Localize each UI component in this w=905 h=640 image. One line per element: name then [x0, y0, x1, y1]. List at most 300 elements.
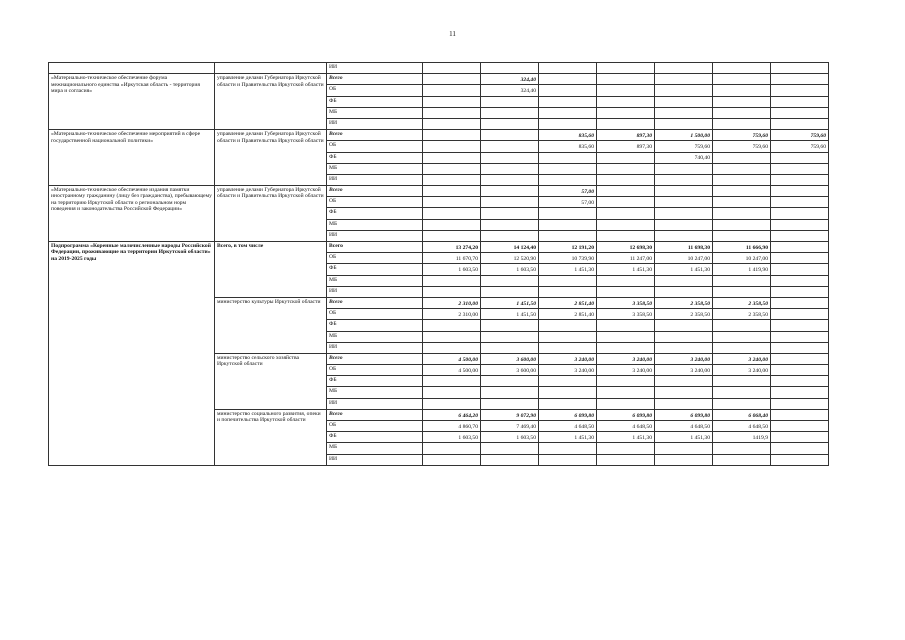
- value-cell: [655, 163, 713, 174]
- value-cell: [423, 96, 481, 107]
- source-cell: Всего: [327, 242, 423, 253]
- value-cell: 4 648,50: [539, 421, 597, 432]
- source-cell: ИИ: [327, 174, 423, 185]
- value-cell: [597, 331, 655, 342]
- value-cell: [423, 63, 481, 74]
- source-cell: Всего: [327, 130, 423, 141]
- value-cell: [597, 376, 655, 387]
- value-cell: 13 274,20: [423, 242, 481, 253]
- value-cell: [713, 219, 771, 230]
- value-cell: [771, 365, 829, 376]
- value-cell: 2 358,50: [713, 297, 771, 308]
- value-cell: [655, 275, 713, 286]
- value-cell: [539, 163, 597, 174]
- value-cell: [655, 208, 713, 219]
- value-cell: 759,60: [771, 130, 829, 141]
- value-cell: 4 500,00: [423, 353, 481, 364]
- value-cell: 11 670,70: [423, 253, 481, 264]
- source-cell: Всего: [327, 353, 423, 364]
- value-cell: [597, 96, 655, 107]
- value-cell: [481, 63, 539, 74]
- value-cell: [771, 242, 829, 253]
- value-cell: [655, 387, 713, 398]
- value-cell: [481, 107, 539, 118]
- value-cell: [771, 63, 829, 74]
- value-cell: 3 358,50: [597, 297, 655, 308]
- executor-cell: министерство социального развития, опеки и попечительства Иркутской области: [215, 409, 327, 465]
- value-cell: [655, 118, 713, 129]
- measure-name-cell: «Материально-техническое обеспечение издания памятки иностранному гражданину (лицу без гражданства), пребывающему на территорию Иркутской области о региональном ноpм поведения и законодательства Российской Федерации»: [49, 186, 215, 242]
- value-cell: 759,60: [655, 141, 713, 152]
- value-cell: [539, 174, 597, 185]
- source-cell: ФБ: [327, 376, 423, 387]
- value-cell: 4 648,50: [655, 421, 713, 432]
- value-cell: [481, 219, 539, 230]
- value-cell: 835,60: [539, 130, 597, 141]
- value-cell: [481, 454, 539, 465]
- value-cell: [597, 275, 655, 286]
- value-cell: [713, 342, 771, 353]
- value-cell: [539, 275, 597, 286]
- value-cell: [481, 342, 539, 353]
- value-cell: [481, 275, 539, 286]
- source-cell: МБ: [327, 387, 423, 398]
- value-cell: 759,60: [771, 141, 829, 152]
- value-cell: 2 851,40: [539, 297, 597, 308]
- value-cell: [539, 387, 597, 398]
- table-row: [49, 130, 829, 141]
- table-row: [49, 242, 829, 253]
- measure-name-cell: Подпрограмма «Коренные малочисленные народы Российской Федерации, проживающие на территории Иркутской области» на 2019-2025 годы: [49, 242, 215, 466]
- value-cell: 57,00: [539, 186, 597, 197]
- value-cell: [423, 398, 481, 409]
- value-cell: [771, 163, 829, 174]
- value-cell: [771, 253, 829, 264]
- source-cell: ФБ: [327, 96, 423, 107]
- value-cell: 2 358,50: [713, 309, 771, 320]
- value-cell: [771, 421, 829, 432]
- value-cell: [481, 163, 539, 174]
- value-cell: [713, 107, 771, 118]
- table-row: [49, 74, 829, 85]
- value-cell: [655, 85, 713, 96]
- source-cell: Всего: [327, 186, 423, 197]
- value-cell: [771, 74, 829, 85]
- value-cell: [597, 387, 655, 398]
- value-cell: 57,00: [539, 197, 597, 208]
- value-cell: [771, 174, 829, 185]
- value-cell: 3 240,00: [597, 353, 655, 364]
- value-cell: [771, 309, 829, 320]
- source-cell: МБ: [327, 275, 423, 286]
- value-cell: [597, 286, 655, 297]
- value-cell: [539, 230, 597, 241]
- value-cell: 12 698,30: [597, 242, 655, 253]
- value-cell: [423, 152, 481, 163]
- source-cell: ОБ: [327, 421, 423, 432]
- value-cell: [713, 387, 771, 398]
- value-cell: [713, 398, 771, 409]
- value-cell: [597, 454, 655, 465]
- value-cell: 1 451,30: [655, 432, 713, 443]
- value-cell: [539, 376, 597, 387]
- value-cell: [713, 376, 771, 387]
- value-cell: 3 240,00: [713, 353, 771, 364]
- value-cell: [655, 398, 713, 409]
- value-cell: [713, 286, 771, 297]
- value-cell: [655, 286, 713, 297]
- value-cell: [771, 398, 829, 409]
- value-cell: [597, 219, 655, 230]
- source-cell: ФБ: [327, 432, 423, 443]
- source-cell: ОБ: [327, 197, 423, 208]
- value-cell: [423, 208, 481, 219]
- value-cell: [423, 342, 481, 353]
- value-cell: [481, 118, 539, 129]
- executor-cell: управление делами Губернатора Иркутской области и Правительства Иркутской области: [215, 130, 327, 186]
- value-cell: [771, 152, 829, 163]
- source-cell: МБ: [327, 219, 423, 230]
- value-cell: 3 240,00: [655, 365, 713, 376]
- value-cell: [423, 186, 481, 197]
- budget-table: [48, 62, 829, 466]
- value-cell: 1 603,50: [423, 432, 481, 443]
- value-cell: 3 240,00: [597, 365, 655, 376]
- value-cell: [481, 208, 539, 219]
- source-cell: ФБ: [327, 320, 423, 331]
- value-cell: [771, 432, 829, 443]
- value-cell: [539, 454, 597, 465]
- value-cell: [771, 186, 829, 197]
- value-cell: 1 451,30: [597, 432, 655, 443]
- source-cell: ИИ: [327, 63, 423, 74]
- value-cell: [713, 320, 771, 331]
- value-cell: [655, 96, 713, 107]
- value-cell: [481, 96, 539, 107]
- value-cell: [539, 74, 597, 85]
- value-cell: [655, 331, 713, 342]
- value-cell: 11 666,90: [713, 242, 771, 253]
- value-cell: [771, 219, 829, 230]
- value-cell: 11 247,00: [597, 253, 655, 264]
- value-cell: [481, 141, 539, 152]
- source-cell: МБ: [327, 331, 423, 342]
- value-cell: [597, 186, 655, 197]
- value-cell: 1 451,30: [597, 264, 655, 275]
- value-cell: [655, 443, 713, 454]
- value-cell: [597, 74, 655, 85]
- value-cell: [423, 219, 481, 230]
- value-cell: [423, 230, 481, 241]
- value-cell: [423, 130, 481, 141]
- source-cell: ИИ: [327, 118, 423, 129]
- value-cell: [771, 96, 829, 107]
- value-cell: [771, 297, 829, 308]
- value-cell: [655, 186, 713, 197]
- source-cell: ИИ: [327, 230, 423, 241]
- value-cell: 835,60: [539, 141, 597, 152]
- value-cell: [423, 320, 481, 331]
- value-cell: [771, 409, 829, 420]
- value-cell: 12 520,90: [481, 253, 539, 264]
- value-cell: 4 860,70: [423, 421, 481, 432]
- value-cell: 1 603,50: [481, 264, 539, 275]
- value-cell: [771, 454, 829, 465]
- executor-cell: [215, 63, 327, 74]
- source-cell: ОБ: [327, 85, 423, 96]
- executor-cell: Всего, в том числе: [215, 242, 327, 298]
- source-cell: ИИ: [327, 398, 423, 409]
- value-cell: [771, 443, 829, 454]
- value-cell: 10 247,00: [655, 253, 713, 264]
- value-cell: 10 247,00: [713, 253, 771, 264]
- value-cell: 4 648,50: [713, 421, 771, 432]
- value-cell: [597, 197, 655, 208]
- value-cell: [713, 454, 771, 465]
- measure-name-cell: «Материально-техническое обеспечение мероприятий в сфере государственной национальной политики»: [49, 130, 215, 186]
- value-cell: [539, 331, 597, 342]
- value-cell: 1 451,30: [655, 264, 713, 275]
- value-cell: [539, 208, 597, 219]
- value-cell: 897,30: [597, 141, 655, 152]
- value-cell: [423, 387, 481, 398]
- value-cell: 1 603,50: [481, 432, 539, 443]
- value-cell: [597, 320, 655, 331]
- value-cell: [423, 118, 481, 129]
- executor-cell: министерство культуры Иркутской области: [215, 297, 327, 353]
- value-cell: 6 464,20: [423, 409, 481, 420]
- value-cell: 7 469,40: [481, 421, 539, 432]
- value-cell: [481, 398, 539, 409]
- value-cell: [481, 286, 539, 297]
- value-cell: [713, 152, 771, 163]
- value-cell: 2 310,00: [423, 297, 481, 308]
- value-cell: [713, 186, 771, 197]
- value-cell: [539, 219, 597, 230]
- source-cell: Всего: [327, 74, 423, 85]
- value-cell: 324,40: [481, 85, 539, 96]
- value-cell: [771, 85, 829, 96]
- executor-cell: управление делами Губернатора Иркутской области и Правительства Иркутской области: [215, 74, 327, 130]
- value-cell: [771, 353, 829, 364]
- value-cell: [597, 163, 655, 174]
- value-cell: [713, 197, 771, 208]
- value-cell: [713, 230, 771, 241]
- value-cell: [481, 331, 539, 342]
- value-cell: 6 099,80: [655, 409, 713, 420]
- value-cell: [481, 174, 539, 185]
- value-cell: [423, 376, 481, 387]
- value-cell: [655, 174, 713, 185]
- value-cell: [771, 320, 829, 331]
- value-cell: [771, 208, 829, 219]
- value-cell: [597, 174, 655, 185]
- value-cell: [423, 331, 481, 342]
- value-cell: [597, 107, 655, 118]
- value-cell: [539, 63, 597, 74]
- value-cell: 3 240,00: [713, 365, 771, 376]
- value-cell: 1 603,50: [423, 264, 481, 275]
- value-cell: 2 358,50: [655, 297, 713, 308]
- value-cell: [597, 152, 655, 163]
- value-cell: [423, 107, 481, 118]
- budget-table-body: [49, 63, 829, 466]
- source-cell: ОБ: [327, 309, 423, 320]
- value-cell: [423, 197, 481, 208]
- source-cell: Всего: [327, 297, 423, 308]
- value-cell: 740,40: [655, 152, 713, 163]
- value-cell: 11 698,30: [655, 242, 713, 253]
- value-cell: [481, 230, 539, 241]
- value-cell: 1 451,30: [539, 432, 597, 443]
- value-cell: [771, 376, 829, 387]
- source-cell: ФБ: [327, 264, 423, 275]
- value-cell: [481, 152, 539, 163]
- value-cell: 9 072,90: [481, 409, 539, 420]
- source-cell: ОБ: [327, 253, 423, 264]
- value-cell: [655, 107, 713, 118]
- value-cell: 10 739,90: [539, 253, 597, 264]
- value-cell: [539, 320, 597, 331]
- value-cell: 2 851,40: [539, 309, 597, 320]
- value-cell: [423, 74, 481, 85]
- value-cell: [423, 443, 481, 454]
- value-cell: 3 600,00: [481, 353, 539, 364]
- value-cell: 897,30: [597, 130, 655, 141]
- value-cell: [597, 118, 655, 129]
- value-cell: [655, 230, 713, 241]
- source-cell: ФБ: [327, 152, 423, 163]
- value-cell: [423, 454, 481, 465]
- value-cell: [713, 443, 771, 454]
- value-cell: 4 500,00: [423, 365, 481, 376]
- value-cell: [597, 342, 655, 353]
- value-cell: [539, 342, 597, 353]
- value-cell: [655, 376, 713, 387]
- value-cell: [713, 163, 771, 174]
- value-cell: [713, 118, 771, 129]
- value-cell: [771, 331, 829, 342]
- value-cell: 3 358,50: [597, 309, 655, 320]
- value-cell: [539, 118, 597, 129]
- value-cell: [597, 398, 655, 409]
- value-cell: 12 191,20: [539, 242, 597, 253]
- value-cell: 2 310,00: [423, 309, 481, 320]
- value-cell: [713, 275, 771, 286]
- value-cell: [423, 286, 481, 297]
- value-cell: [655, 74, 713, 85]
- value-cell: [771, 107, 829, 118]
- value-cell: [655, 219, 713, 230]
- value-cell: [713, 85, 771, 96]
- value-cell: 1 451,30: [539, 264, 597, 275]
- value-cell: [655, 63, 713, 74]
- value-cell: [539, 286, 597, 297]
- value-cell: [771, 387, 829, 398]
- value-cell: 14 124,40: [481, 242, 539, 253]
- value-cell: 3 240,00: [539, 365, 597, 376]
- value-cell: 6 099,80: [597, 409, 655, 420]
- value-cell: 6 068,40: [713, 409, 771, 420]
- table-row: [49, 63, 829, 74]
- page-number: 11: [449, 30, 456, 38]
- value-cell: [771, 342, 829, 353]
- value-cell: [655, 320, 713, 331]
- value-cell: [771, 264, 829, 275]
- source-cell: МБ: [327, 443, 423, 454]
- value-cell: 324,40: [481, 74, 539, 85]
- source-cell: ФБ: [327, 208, 423, 219]
- value-cell: [771, 230, 829, 241]
- value-cell: [597, 443, 655, 454]
- value-cell: [771, 118, 829, 129]
- source-cell: ОБ: [327, 365, 423, 376]
- value-cell: [539, 85, 597, 96]
- value-cell: [423, 174, 481, 185]
- value-cell: [713, 208, 771, 219]
- value-cell: 759,60: [713, 141, 771, 152]
- value-cell: [771, 286, 829, 297]
- value-cell: [423, 85, 481, 96]
- table-row: [49, 186, 829, 197]
- value-cell: [597, 230, 655, 241]
- source-cell: МБ: [327, 163, 423, 174]
- value-cell: [713, 331, 771, 342]
- value-cell: 1419,9: [713, 432, 771, 443]
- value-cell: [655, 342, 713, 353]
- value-cell: [713, 74, 771, 85]
- value-cell: 1 500,00: [655, 130, 713, 141]
- value-cell: [539, 443, 597, 454]
- value-cell: [713, 63, 771, 74]
- value-cell: [481, 197, 539, 208]
- value-cell: [539, 398, 597, 409]
- value-cell: [713, 174, 771, 185]
- source-cell: МБ: [327, 107, 423, 118]
- value-cell: [423, 141, 481, 152]
- value-cell: [481, 186, 539, 197]
- source-cell: ИИ: [327, 342, 423, 353]
- value-cell: [481, 320, 539, 331]
- source-cell: ИИ: [327, 454, 423, 465]
- value-cell: 759,60: [713, 130, 771, 141]
- value-cell: 2 358,50: [655, 309, 713, 320]
- value-cell: 3 240,00: [655, 353, 713, 364]
- value-cell: 1 451,50: [481, 309, 539, 320]
- value-cell: [539, 96, 597, 107]
- value-cell: [713, 96, 771, 107]
- value-cell: 6 099,80: [539, 409, 597, 420]
- value-cell: [655, 197, 713, 208]
- value-cell: [481, 443, 539, 454]
- value-cell: [423, 275, 481, 286]
- value-cell: [771, 197, 829, 208]
- value-cell: [481, 387, 539, 398]
- value-cell: 3 600,00: [481, 365, 539, 376]
- source-cell: ОБ: [327, 141, 423, 152]
- value-cell: 1 451,50: [481, 297, 539, 308]
- measure-name-cell: «Материально-техническое обеспечение форума межнационального единства «Иркутская область - территория мира и согласия»: [49, 74, 215, 130]
- value-cell: [771, 275, 829, 286]
- source-cell: ИИ: [327, 286, 423, 297]
- source-cell: Всего: [327, 409, 423, 420]
- value-cell: 4 648,50: [597, 421, 655, 432]
- value-cell: [597, 63, 655, 74]
- name-cell: [49, 63, 215, 74]
- executor-cell: министерство сельского хозяйства Иркутской области: [215, 353, 327, 409]
- value-cell: [539, 152, 597, 163]
- value-cell: [481, 376, 539, 387]
